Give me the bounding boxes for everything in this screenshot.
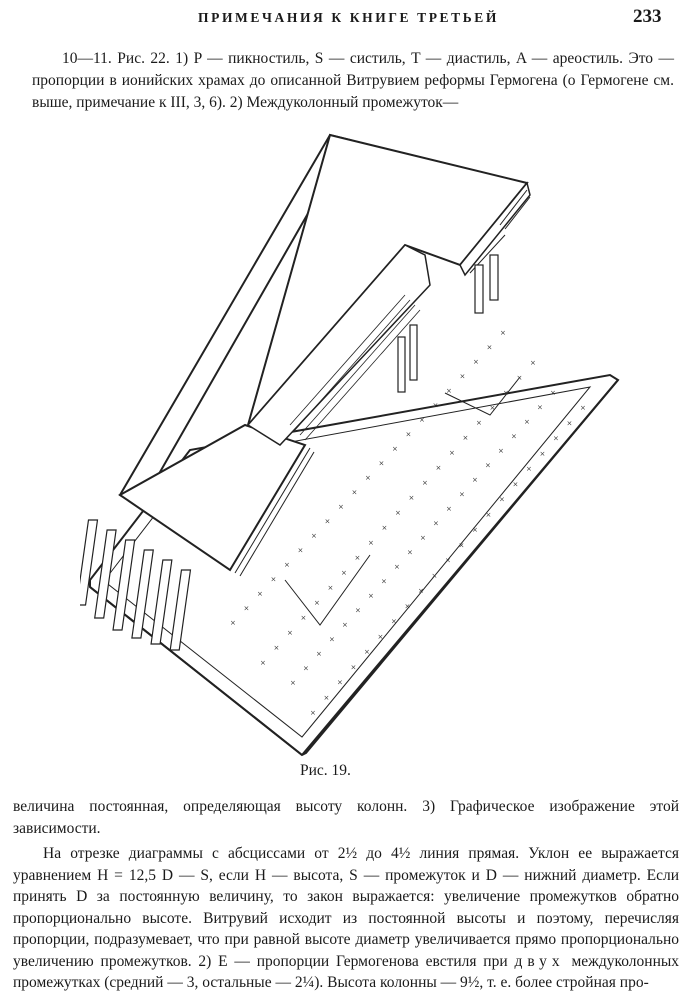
column-marker: ×: [260, 659, 266, 667]
para2-end: междуколонных промежутках (средний — 3, остальные — 2¼). Высота колонны — 9½, т. е. более стройная про-: [13, 952, 680, 991]
column-marker: ×: [485, 461, 491, 470]
column-marker: ×: [287, 629, 293, 637]
column-marker: ×: [311, 532, 317, 540]
column-marker: ×: [498, 447, 504, 455]
column-marker: ×: [355, 606, 361, 615]
column-marker: ×: [300, 614, 307, 622]
column-marker: ×: [500, 329, 506, 337]
column-marker: ×: [526, 465, 532, 473]
page-number: 233: [633, 6, 662, 27]
column-marker: ×: [230, 619, 236, 627]
column-marker: ×: [351, 488, 358, 497]
column-marker: ×: [489, 404, 496, 412]
column-marker: ×: [273, 644, 280, 652]
column-marker: ×: [539, 449, 546, 458]
column-marker: ×: [511, 432, 517, 441]
column-marker: ×: [327, 584, 334, 592]
column-marker: ×: [420, 534, 426, 542]
column-marker: ×: [341, 569, 347, 577]
column-marker: ×: [314, 599, 320, 607]
column-marker: ×: [378, 459, 385, 468]
running-title: ПРИМЕЧАНИЯ К КНИГЕ ТРЕТЬЕЙ: [198, 10, 499, 25]
note-bottom-para2: [13, 843, 679, 994]
column-marker: ×: [408, 494, 415, 502]
column-marker: ×: [284, 561, 290, 569]
column-marker: ×: [257, 590, 263, 598]
column-marker: ×: [499, 495, 505, 504]
column-marker: ×: [303, 664, 309, 673]
column-marker: ×: [316, 650, 322, 658]
column-marker: ×: [537, 403, 543, 412]
column-marker: ×: [512, 480, 519, 489]
column-marker: ×: [472, 476, 478, 484]
spaced-word: двух: [514, 952, 565, 970]
figure-caption: Рис. 19.: [300, 762, 351, 779]
column-marker: ×: [381, 577, 387, 586]
temple-figure: [80, 125, 640, 765]
column-marker: ×: [472, 526, 478, 534]
page-header: [0, 6, 691, 38]
column-marker: ×: [394, 563, 400, 571]
column-marker: ×: [486, 343, 493, 352]
column-marker: ×: [342, 621, 348, 629]
column-marker: ×: [395, 509, 401, 517]
column-marker: ×: [516, 374, 523, 382]
column-marker: ×: [446, 505, 452, 513]
column-marker: ×: [407, 548, 413, 557]
column-marker: ×: [503, 389, 509, 397]
column-marker: ×: [422, 479, 428, 487]
column-marker: ×: [365, 474, 371, 482]
column-marker: ×: [337, 678, 343, 687]
column-marker: ×: [243, 604, 250, 613]
column-marker: ×: [290, 679, 296, 687]
column-marker: ×: [297, 546, 304, 555]
column-marker: ×: [270, 575, 277, 584]
column-marker: ×: [354, 554, 361, 562]
column-marker: ×: [433, 519, 439, 528]
column-marker: ×: [404, 602, 411, 611]
column-marker: ×: [485, 510, 492, 519]
column-marker: ×: [459, 490, 465, 499]
column-marker: ×: [445, 556, 451, 565]
note-top-paragraph: 10—11. Рис. 22. 1) P — пикностиль, S — систиль, T — диастиль, A — ареостиль. Это — пропорции в ионийских храмах до описанной Витрувием реформы Гермогена (о Гермогене см. выше, примечание к III, 3, 6). 2) Междуколонный промежуток—: [32, 50, 674, 111]
column-marker: ×: [530, 359, 536, 367]
note-bottom: [13, 796, 679, 994]
column-marker: ×: [431, 571, 438, 580]
column-marker: ×: [524, 418, 530, 426]
column-marker: ×: [419, 416, 425, 424]
temple-drawing: [80, 125, 640, 765]
column-marker: ×: [377, 632, 384, 641]
column-marker: ×: [418, 587, 424, 595]
column-marker: ×: [338, 503, 344, 511]
column-marker: ×: [580, 404, 586, 412]
column-marker: ×: [381, 524, 388, 532]
column-marker: ×: [446, 387, 452, 395]
note-bottom-para1: величина постоянная, определяющая высоту колонн. 3) Графическое изображение этой зависимости.: [13, 798, 679, 837]
note-top: [32, 48, 674, 114]
column-marker: ×: [368, 592, 374, 600]
column-marker: ×: [553, 434, 559, 443]
column-marker: ×: [473, 358, 479, 366]
column-marker: ×: [405, 430, 412, 439]
column-marker: ×: [391, 617, 397, 626]
column-marker: ×: [364, 648, 370, 656]
column-marker: ×: [476, 419, 482, 427]
column-marker: ×: [435, 464, 442, 472]
para2-text: На отрезке диаграммы с абсциссами от 2½ до 4½ линия прямая. Уклон ее выражается уравнением H = 12,5 D — S, если H — высота, S — промежуток и D — нижний диаметр. Если принять D за постоянную величину, то закон выражается: увеличение промежутков обратно пропорционально высоте. Витрувий исходит из постоянной высоты и поэтому, перечисляя пропорции, подразумевает, что при равной высоте диаметр увеличивается прямо пропорционально увеличению промежутков. 2) E — пропорции Гермогенова евстиля при: [13, 845, 679, 970]
column-marker: ×: [329, 635, 335, 644]
column-marker: ×: [458, 541, 465, 550]
column-marker: ×: [324, 517, 331, 526]
column-marker: ×: [550, 389, 556, 397]
column-marker: ×: [392, 445, 398, 453]
column-marker: ×: [566, 419, 573, 428]
column-marker: ×: [449, 449, 455, 457]
column-marker: ×: [368, 539, 374, 547]
column-marker: ×: [459, 372, 466, 381]
column-marker: ×: [310, 709, 316, 717]
column-marker: ×: [350, 663, 357, 672]
column-marker: ×: [323, 693, 330, 702]
column-marker: ×: [462, 434, 469, 442]
column-marker: ×: [432, 401, 439, 410]
